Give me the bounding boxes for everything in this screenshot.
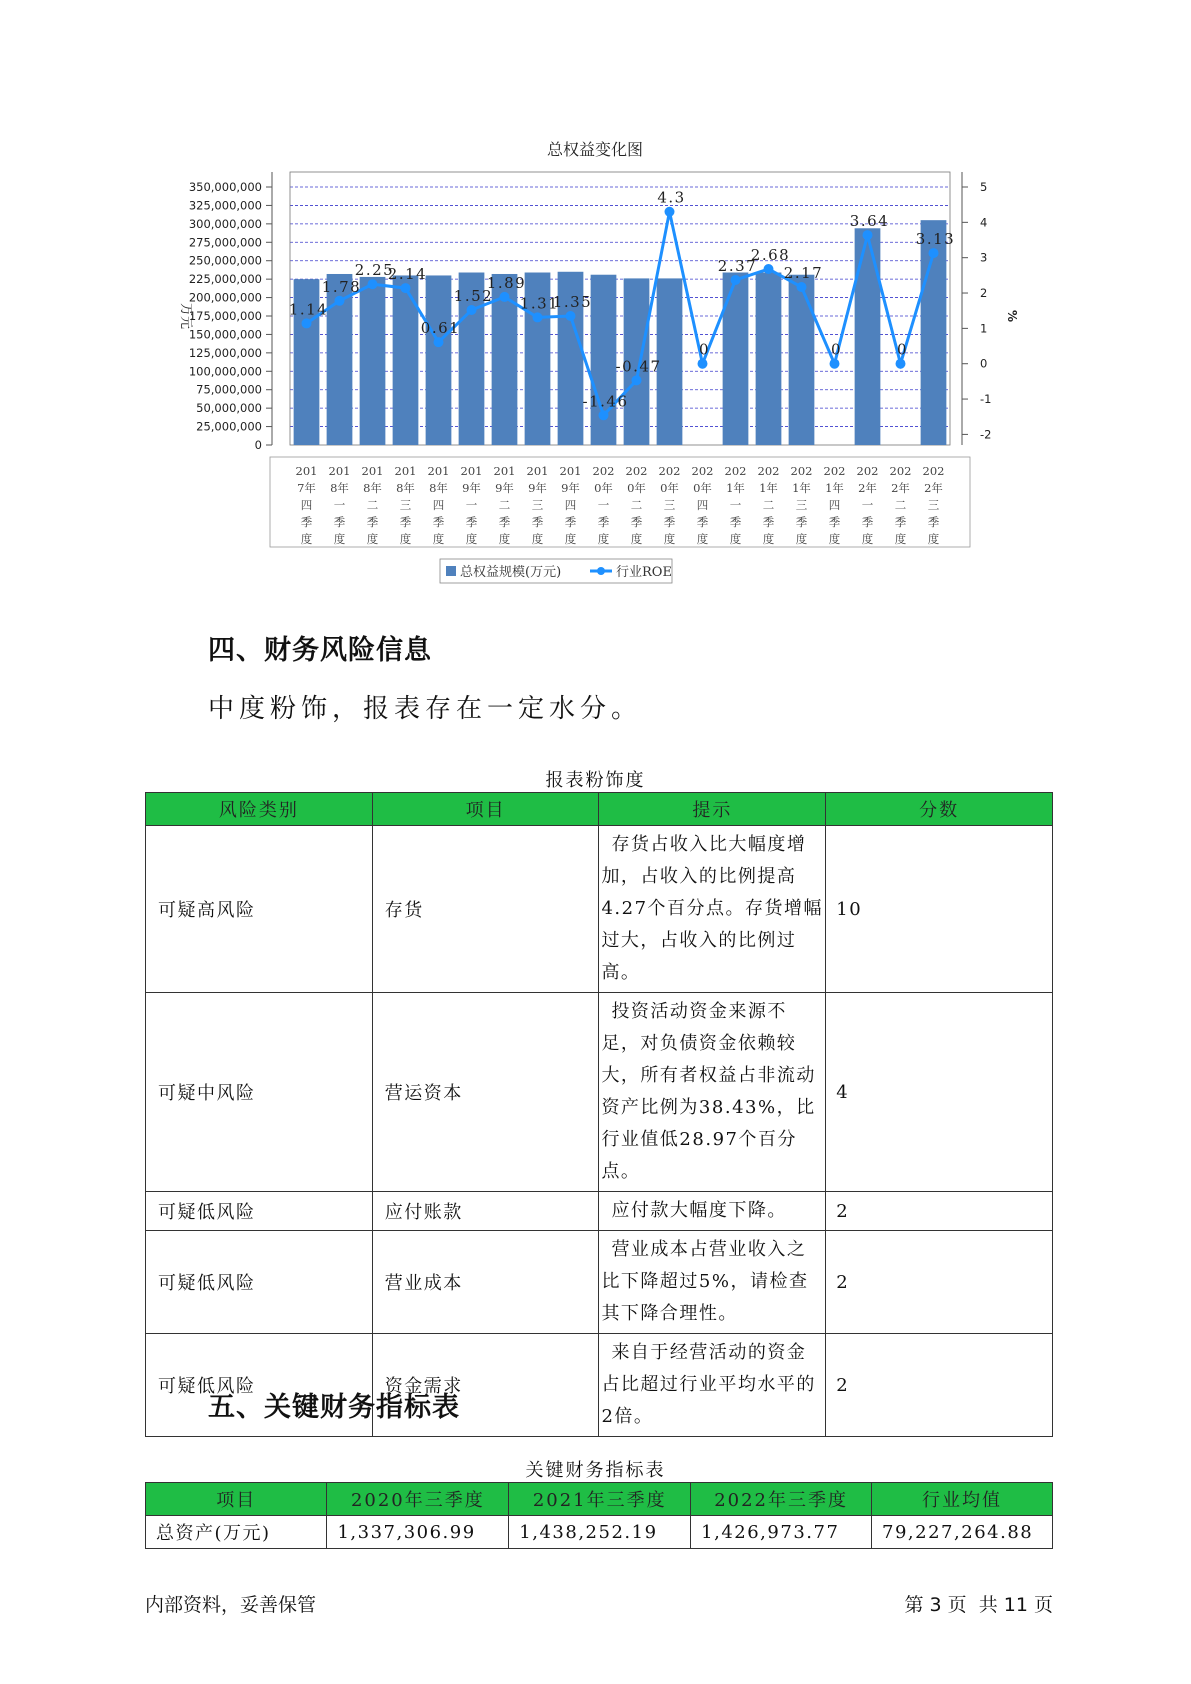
roe-point [401,283,411,293]
kpi-value: 1,426,973.77 [691,1516,872,1549]
y-axis-label: 万元 [178,302,193,330]
legend-bar-swatch [446,566,456,576]
kpi-item: 总资产(万元) [146,1516,327,1549]
footer-confidential: 内部资料，妥善保管 [145,1594,317,1616]
bar [723,273,749,445]
x-tick-label: 202 1年四季度 [823,464,846,546]
y-tick-label: 75,000,000 [196,382,262,397]
x-tick-label: 201 7年四季度 [295,464,318,546]
roe-data-label: 1.78 [321,277,362,296]
x-tick-label: 201 9年三季度 [526,464,549,546]
y2-tick-label: 3 [980,250,988,265]
x-tick-label: 201 8年三季度 [394,464,417,546]
roe-data-label: 2.37 [717,256,758,275]
roe-data-label: -0.47 [615,357,662,376]
y-tick-label: 150,000,000 [188,327,262,342]
roe-data-label: 3.13 [915,230,956,249]
roe-point [863,230,873,240]
header-2021q3: 2021年三季度 [509,1483,691,1516]
header-score: 分数 [826,793,1053,826]
x-tick-label: 202 0年四季度 [691,464,714,546]
roe-point [467,305,477,315]
y-tick-label: 275,000,000 [188,235,262,250]
risk-item: 应付账款 [372,1192,599,1231]
chart-title: 总权益变化图 [546,140,644,159]
roe-point [302,318,312,328]
x-tick-label: 202 1年二季度 [757,464,780,546]
risk-category: 可疑低风险 [146,1334,373,1437]
risk-category: 可疑高风险 [146,826,373,993]
y2-tick-label: 1 [980,321,988,336]
y-tick-label: 350,000,000 [188,180,262,194]
roe-point [929,248,939,258]
roe-data-label: -1.46 [582,392,629,411]
table-row [146,1231,1053,1334]
roe-data-label: 1.14 [288,300,329,319]
roe-point [764,264,774,274]
x-tick-label: 201 9年二季度 [493,464,516,546]
roe-data-label: 2.14 [387,265,428,284]
y-tick-label: 250,000,000 [188,253,262,268]
x-tick-label: 201 9年四季度 [559,464,582,546]
roe-point [434,337,444,347]
bar [426,275,452,445]
roe-data-label: 2.25 [354,261,395,280]
risk-score: 2 [826,1192,1053,1231]
y-tick-label: 100,000,000 [188,364,262,379]
risk-table [145,792,1053,1437]
roe-data-label: 1.89 [486,273,527,292]
roe-point [533,312,543,322]
roe-data-label: 2.17 [783,264,824,283]
x-tick-label: 202 1年一季度 [724,464,747,546]
bar [855,228,881,445]
x-tick-label: 201 9年一季度 [460,464,483,546]
x-tick-label: 202 2年三季度 [922,464,945,546]
x-tick-label: 202 0年一季度 [592,464,615,546]
roe-data-label: 1.35 [552,293,593,311]
y2-tick-label: 0 [980,356,988,371]
risk-category: 可疑低风险 [146,1192,373,1231]
legend-bar-label: 总权益规模(万元) [460,565,562,580]
risk-score: 2 [826,1334,1053,1437]
roe-data-label: 0.61 [420,319,461,338]
kpi-table [145,1482,1053,1549]
y-tick-label: 325,000,000 [188,198,262,213]
table-row [146,1516,1053,1549]
x-tick-label: 202 2年一季度 [856,464,879,546]
x-tick-label: 201 8年一季度 [328,464,351,546]
y-tick-label: 0 [254,438,262,452]
roe-point [698,359,708,369]
x-tick-label: 202 0年二季度 [625,464,648,546]
legend-line-marker [597,567,605,575]
y-tick-label: 225,000,000 [188,272,262,287]
risk-item: 存货 [372,826,599,993]
kpi-table-header [146,1483,1053,1516]
kpi-value: 1,337,306.99 [327,1516,509,1549]
risk-category: 可疑中风险 [146,993,373,1192]
x-tick-label: 201 8年四季度 [427,464,450,546]
roe-point [500,292,510,302]
risk-score: 2 [826,1231,1053,1334]
risk-hint: 应付款大幅度下降。 [599,1192,826,1231]
section5-heading: 五、关键财务指标表 [208,1392,460,1423]
risk-item: 营运资本 [372,993,599,1192]
y2-axis-label: % [1005,309,1019,323]
kpi-value: 79,227,264.88 [872,1516,1053,1549]
table-row [146,826,1053,993]
bar [756,273,782,445]
header-category: 风险类别 [146,793,373,826]
risk-hint: 营业成本占营业收入之比下降超过5%，请检查其下降合理性。 [599,1231,826,1334]
risk-summary: 中度粉饰，报表存在一定水分。 [208,694,643,724]
bar [360,277,386,445]
table-row [146,993,1053,1192]
y2-tick-label: 2 [980,286,988,301]
roe-data-label: 4.3 [657,188,686,207]
roe-data-label: 0 [698,340,711,359]
risk-table-header [146,793,1053,826]
kpi-table-caption: 关键财务指标表 [525,1460,666,1481]
y-tick-label: 175,000,000 [188,309,262,323]
roe-data-label: 0 [830,340,843,359]
roe-point [632,375,642,385]
header-hint: 提示 [599,793,826,826]
roe-data-label: 2.68 [750,245,791,264]
risk-hint: 投资活动资金来源不足，对负债资金依赖较大，所有者权益占非流动资产比例为38.43%，比行业值低28.97个百分点。 [599,993,826,1192]
risk-score: 4 [826,993,1053,1192]
roe-data-label: 1.31 [519,294,560,313]
roe-data-label: 1.52 [453,286,494,305]
y-tick-label: 200,000,000 [188,290,262,305]
roe-point [830,359,840,369]
y-tick-label: 50,000,000 [196,401,262,416]
footer-page-number: 第 3 页 共 11 页 [904,1594,1053,1616]
kpi-value: 1,438,252.19 [509,1516,691,1549]
roe-point [797,282,807,292]
header-item: 项目 [146,1483,327,1516]
total-equity-chart [170,130,1030,600]
roe-point [368,279,378,289]
header-industry-avg: 行业均值 [872,1483,1053,1516]
bar [789,275,815,445]
roe-point [335,296,345,306]
roe-point [731,275,741,285]
roe-point [665,207,675,217]
x-tick-label: 201 8年二季度 [361,464,384,546]
roe-point [896,359,906,369]
header-2022q3: 2022年三季度 [691,1483,872,1516]
risk-table-caption: 报表粉饰度 [545,770,646,791]
y-tick-label: 125,000,000 [188,345,262,360]
risk-score: 10 [826,826,1053,993]
y2-tick-label: 5 [980,180,988,194]
roe-data-label: 3.64 [849,212,890,231]
header-item: 项目 [372,793,599,826]
x-tick-label: 202 2年二季度 [889,464,912,546]
risk-item: 资金需求 [372,1334,599,1437]
y2-tick-label: -2 [980,427,992,442]
table-row [146,1192,1053,1231]
risk-category: 可疑低风险 [146,1231,373,1334]
roe-point [566,311,576,321]
header-2020q3: 2020年三季度 [327,1483,509,1516]
risk-hint: 来自于经营活动的资金占比超过行业平均水平的2倍。 [599,1334,826,1437]
x-tick-label: 202 0年三季度 [658,464,681,546]
x-tick-label: 202 1年三季度 [790,464,813,546]
y2-tick-label: 4 [980,215,988,230]
y2-tick-label: -1 [980,392,992,407]
y-tick-label: 25,000,000 [196,419,262,434]
roe-point [599,410,609,420]
y-tick-label: 300,000,000 [188,216,262,231]
legend-line-label: 行业ROE [616,565,672,580]
risk-hint: 存货占收入比大幅度增加，占收入的比例提高4.27个百分点。存货增幅过大，占收入的比例过高。 [599,826,826,993]
roe-data-label: 0 [896,340,909,359]
risk-item: 营业成本 [372,1231,599,1334]
section4-heading: 四、财务风险信息 [208,635,432,666]
